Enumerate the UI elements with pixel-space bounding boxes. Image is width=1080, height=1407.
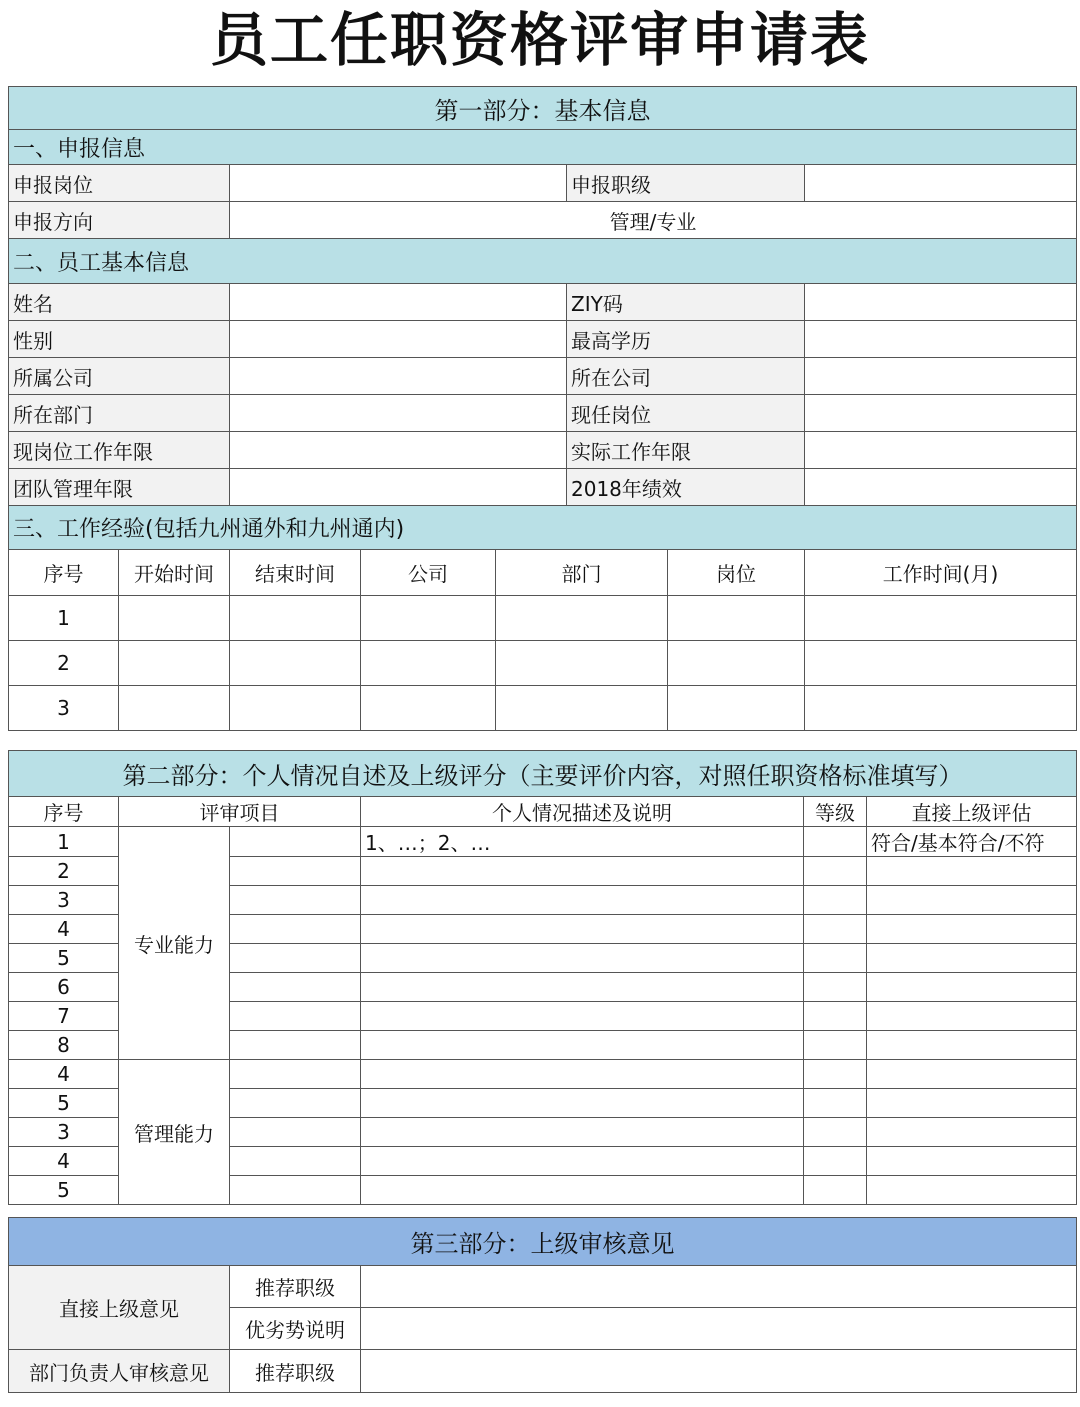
eval-supervisor-cell[interactable]	[867, 915, 1077, 944]
recommend-level-field[interactable]	[361, 1266, 1077, 1308]
eval-item-cell[interactable]	[230, 1031, 361, 1060]
eval-grade-cell[interactable]	[804, 1176, 867, 1205]
affiliated-company-label: 所属公司	[9, 358, 230, 395]
part1-header: 第一部分：基本信息	[9, 87, 1077, 130]
apply-direction-label: 申报方向	[9, 202, 230, 239]
education-field[interactable]	[805, 321, 1077, 358]
eval-grade-cell[interactable]	[804, 886, 867, 915]
work-years-label: 实际工作年限	[567, 432, 805, 469]
eval-item-cell[interactable]	[230, 886, 361, 915]
exp-cell[interactable]	[496, 641, 668, 686]
apply-post-field[interactable]	[230, 165, 567, 202]
name-field[interactable]	[230, 284, 567, 321]
name-label: 姓名	[9, 284, 230, 321]
eval-row-no: 2	[9, 857, 119, 886]
part3-table	[8, 1217, 1077, 1393]
exp-cell[interactable]	[119, 641, 230, 686]
eval-row-no: 1	[9, 827, 119, 857]
gender-field[interactable]	[230, 321, 567, 358]
eval-supervisor-cell[interactable]	[867, 1031, 1077, 1060]
exp-cell[interactable]	[361, 686, 496, 731]
exp-cell[interactable]	[805, 686, 1077, 731]
part1-table	[8, 86, 1077, 731]
team-years-label: 团队管理年限	[9, 469, 230, 506]
eval-header-item: 评审项目	[119, 797, 361, 827]
eval-description-cell[interactable]	[361, 1060, 804, 1089]
education-label: 最高学历	[567, 321, 805, 358]
eval-item-cell[interactable]	[230, 827, 361, 857]
exp-row-no: 3	[9, 686, 119, 731]
performance-label: 2018年绩效	[567, 469, 805, 506]
post-years-label: 现岗位工作年限	[9, 432, 230, 469]
eval-description-cell[interactable]	[361, 1002, 804, 1031]
eval-grade-cell[interactable]	[804, 1031, 867, 1060]
exp-header-company: 公司	[361, 550, 496, 596]
eval-row-no: 7	[9, 1002, 119, 1031]
dept-recommend-level-label: 推荐职级	[230, 1350, 361, 1393]
eval-grade-cell[interactable]	[804, 1118, 867, 1147]
eval-header-supervisor: 直接上级评估	[867, 797, 1077, 827]
section-apply-info: 一、申报信息	[9, 130, 1077, 165]
exp-row-no: 1	[9, 596, 119, 641]
exp-header-end: 结束时间	[230, 550, 361, 596]
recommend-level-label: 推荐职级	[230, 1266, 361, 1308]
eval-item-cell[interactable]	[230, 1060, 361, 1089]
affiliated-company-field[interactable]	[230, 358, 567, 395]
direct-supervisor-opinion-label: 直接上级意见	[9, 1266, 230, 1350]
eval-grade-cell[interactable]	[804, 915, 867, 944]
eval-supervisor-cell[interactable]	[867, 1176, 1077, 1205]
section-work-experience: 三、工作经验(包括九州通外和九州通内)	[9, 506, 1077, 550]
eval-grade-cell[interactable]	[804, 973, 867, 1002]
department-field[interactable]	[230, 395, 567, 432]
exp-row	[9, 596, 1077, 641]
exp-cell[interactable]	[230, 596, 361, 641]
form-title: 员工任职资格评审申请表	[209, 6, 870, 74]
eval-description-cell[interactable]	[361, 915, 804, 944]
part2-header: 第二部分：个人情况自述及上级评分（主要评价内容，对照任职资格标准填写）	[9, 751, 1077, 797]
exp-cell[interactable]	[668, 596, 805, 641]
eval-supervisor-cell[interactable]	[867, 1002, 1077, 1031]
eval-description-cell[interactable]	[361, 1089, 804, 1118]
dept-head-opinion-label: 部门负责人审核意见	[9, 1350, 230, 1393]
eval-item-cell[interactable]	[230, 944, 361, 973]
exp-header-start: 开始时间	[119, 550, 230, 596]
eval-item-cell[interactable]	[230, 1176, 361, 1205]
apply-direction-value[interactable]: 管理/专业	[230, 202, 1077, 239]
eval-header-grade: 等级	[804, 797, 867, 827]
eval-item-cell[interactable]	[230, 1002, 361, 1031]
exp-row	[9, 686, 1077, 731]
current-company-label: 所在公司	[567, 358, 805, 395]
exp-cell[interactable]	[496, 686, 668, 731]
eval-supervisor-cell[interactable]	[867, 1118, 1077, 1147]
eval-row-no: 3	[9, 886, 119, 915]
gender-label: 性别	[9, 321, 230, 358]
exp-header-department: 部门	[496, 550, 668, 596]
eval-description-cell[interactable]: 1、…；2、…	[361, 827, 804, 857]
exp-header-post: 岗位	[668, 550, 805, 596]
eval-description-cell[interactable]	[361, 1031, 804, 1060]
pros-cons-field[interactable]	[361, 1308, 1077, 1350]
eval-row-no: 4	[9, 1147, 119, 1176]
exp-cell[interactable]	[668, 686, 805, 731]
exp-row	[9, 641, 1077, 686]
eval-supervisor-cell[interactable]	[867, 1147, 1077, 1176]
eval-row-no: 6	[9, 973, 119, 1002]
section-basic-info: 二、员工基本信息	[9, 239, 1077, 284]
eval-grade-cell[interactable]	[804, 1002, 867, 1031]
eval-item-cell[interactable]	[230, 1089, 361, 1118]
current-post-field[interactable]	[805, 395, 1077, 432]
apply-post-label: 申报岗位	[9, 165, 230, 202]
exp-cell[interactable]	[119, 596, 230, 641]
eval-grade-cell[interactable]	[804, 944, 867, 973]
exp-cell[interactable]	[668, 641, 805, 686]
exp-cell[interactable]	[805, 641, 1077, 686]
eval-supervisor-cell[interactable]	[867, 1060, 1077, 1089]
eval-description-cell[interactable]	[361, 944, 804, 973]
eval-row-no: 4	[9, 915, 119, 944]
eval-row-no: 5	[9, 944, 119, 973]
exp-cell[interactable]	[361, 596, 496, 641]
dept-recommend-level-field[interactable]	[361, 1350, 1077, 1393]
exp-cell[interactable]	[230, 686, 361, 731]
part3-header: 第三部分：上级审核意见	[9, 1218, 1077, 1266]
ziy-code-field[interactable]	[805, 284, 1077, 321]
eval-supervisor-cell[interactable]	[867, 857, 1077, 886]
eval-grade-cell[interactable]	[804, 1060, 867, 1089]
pros-cons-label: 优劣势说明	[230, 1308, 361, 1350]
eval-row-no: 8	[9, 1031, 119, 1060]
apply-level-label: 申报职级	[567, 165, 805, 202]
department-label: 所在部门	[9, 395, 230, 432]
eval-header-no: 序号	[9, 797, 119, 827]
eval-description-cell[interactable]	[361, 1118, 804, 1147]
eval-supervisor-cell[interactable]	[867, 886, 1077, 915]
exp-header-months: 工作时间(月)	[805, 550, 1077, 596]
work-years-field[interactable]	[805, 432, 1077, 469]
exp-cell[interactable]	[805, 596, 1077, 641]
exp-cell[interactable]	[361, 641, 496, 686]
eval-item-cell[interactable]	[230, 1147, 361, 1176]
exp-cell[interactable]	[119, 686, 230, 731]
eval-supervisor-cell[interactable]	[867, 944, 1077, 973]
eval-description-cell[interactable]	[361, 857, 804, 886]
performance-field[interactable]	[805, 469, 1077, 506]
current-post-label: 现任岗位	[567, 395, 805, 432]
eval-item-cell[interactable]	[230, 857, 361, 886]
eval-description-cell[interactable]	[361, 973, 804, 1002]
current-company-field[interactable]	[805, 358, 1077, 395]
eval-grade-cell[interactable]	[804, 827, 867, 857]
ziy-code-label: ZIY码	[567, 284, 805, 321]
eval-item-cell[interactable]	[230, 973, 361, 1002]
eval-supervisor-cell[interactable]	[867, 1089, 1077, 1118]
post-years-field[interactable]	[230, 432, 567, 469]
apply-level-field[interactable]	[805, 165, 1077, 202]
exp-row-no: 2	[9, 641, 119, 686]
eval-grade-cell[interactable]	[804, 1089, 867, 1118]
eval-description-cell[interactable]	[361, 1147, 804, 1176]
group-professional-ability: 专业能力	[119, 827, 230, 1060]
eval-row-no: 5	[9, 1176, 119, 1205]
eval-supervisor-cell[interactable]: 符合/基本符合/不符	[867, 827, 1077, 857]
exp-cell[interactable]	[496, 596, 668, 641]
eval-item-cell[interactable]	[230, 915, 361, 944]
eval-row-no: 4	[9, 1060, 119, 1089]
eval-description-cell[interactable]	[361, 1176, 804, 1205]
eval-row-no: 5	[9, 1089, 119, 1118]
eval-description-cell[interactable]	[361, 886, 804, 915]
group-management-ability: 管理能力	[119, 1060, 230, 1205]
eval-supervisor-cell[interactable]	[867, 973, 1077, 1002]
eval-row-no: 3	[9, 1118, 119, 1147]
exp-cell[interactable]	[230, 641, 361, 686]
eval-grade-cell[interactable]	[804, 1147, 867, 1176]
team-years-field[interactable]	[230, 469, 567, 506]
eval-item-cell[interactable]	[230, 1118, 361, 1147]
exp-header-no: 序号	[9, 550, 119, 596]
eval-header-description: 个人情况描述及说明	[361, 797, 804, 827]
part2-table	[8, 750, 1077, 1205]
eval-grade-cell[interactable]	[804, 857, 867, 886]
